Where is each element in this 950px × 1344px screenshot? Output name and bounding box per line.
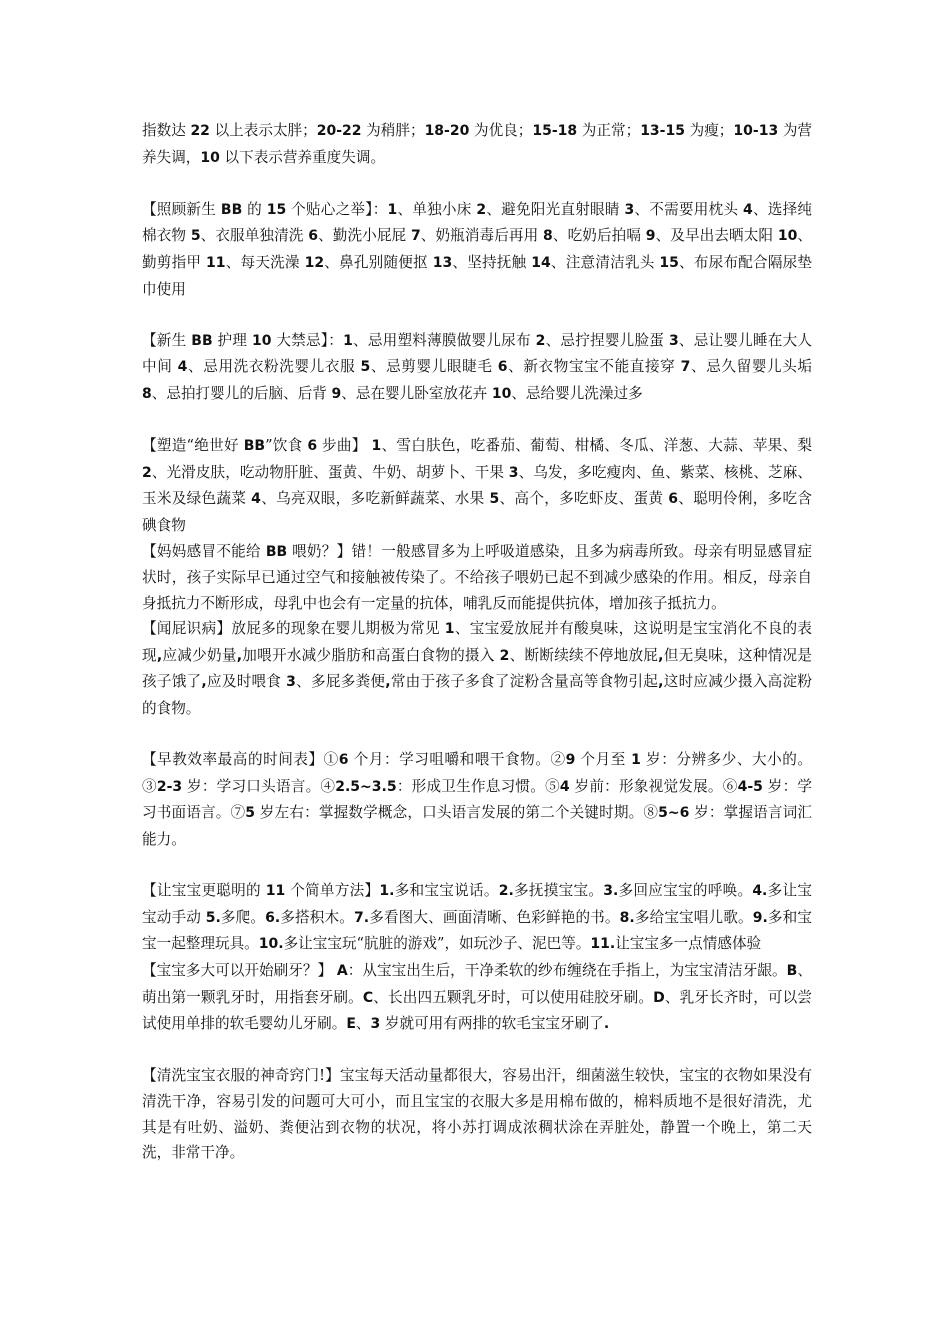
bold-run: 5 — [360, 359, 371, 376]
text-run: 多让宝宝玩“肮脏的游戏”，如玩沙子、泥巴等。 — [283, 935, 591, 953]
text-run: 多让宝宝动手动 — [142, 882, 812, 926]
text-run: 多和宝宝说话。 — [394, 882, 499, 900]
bold-run: 13 — [432, 254, 453, 271]
bold-run: 4 — [559, 778, 570, 795]
bold-run: 7 — [410, 228, 421, 245]
bold-run: 4 — [177, 359, 188, 376]
text-run: 、每天洗澡 — [225, 253, 305, 271]
text-run: 【妈妈感冒不能给 — [142, 542, 266, 560]
text-run: 、单独小床 — [397, 200, 477, 218]
bold-run: 7 — [680, 359, 691, 376]
bold-run: 2.5~3.5 — [335, 778, 397, 795]
text-run: 为营养失调， — [142, 122, 813, 166]
bold-run: 11 — [265, 883, 286, 900]
bold-run: , — [658, 674, 664, 691]
text-run: 多抚摸宝宝。 — [513, 882, 604, 900]
text-run: 多回应宝宝的呼唤。 — [618, 882, 753, 900]
bold-run: 5 — [190, 228, 201, 245]
paragraph — [142, 433, 812, 538]
bold-run: 2 — [499, 647, 510, 664]
bold-run: 1 — [387, 201, 398, 218]
text-run: 大禁忌】： — [271, 331, 344, 349]
bold-run: 4 — [251, 491, 261, 508]
bold-run: 20-22 — [316, 123, 362, 139]
bold-run: D — [653, 989, 665, 1006]
text-run: 、忌给婴儿洗澡过多 — [511, 384, 643, 402]
bold-run: 1. — [379, 883, 395, 900]
text-run: 指数达 — [142, 122, 191, 139]
paragraph-spacer — [142, 408, 812, 434]
bold-run: 5 — [245, 805, 256, 822]
bold-run: BB — [243, 438, 266, 455]
bold-run: 6 — [497, 359, 508, 376]
text-run: 护理 — [212, 331, 252, 349]
paragraph-spacer — [142, 853, 812, 879]
bold-run: 5~6 — [658, 805, 690, 822]
bold-run: 11. — [590, 936, 616, 953]
text-run: 【清洗宝宝衣服的神奇窍门!】宝宝每天活动量都很大，容易出汗，细菌滋生较快，宝宝的衣物如果没有清洗干净，容易引发的问题可大可小，而且宝宝的衣服大多是用棉布做的，棉料质地不是很好清洗，尤其是有吐奶、溢奶、粪便沾到衣物的状况，将小苏打调成浓稠状涂在弄脏处，静置一个晚上，第二天洗，非常干净。 — [142, 1067, 812, 1162]
text-run: 、长出四五颗乳牙时，可以使用硅胶牙刷。 — [373, 988, 654, 1006]
text-run: 、忌用塑料薄膜做婴儿尿布 — [352, 331, 536, 349]
text-run: 但无臭味，这种情况是孩子饿了 — [142, 646, 812, 691]
bold-run: 14 — [531, 254, 551, 271]
bold-run: A — [336, 963, 348, 979]
text-run: 、忌拍打婴儿的后脑、后背 — [151, 384, 332, 402]
paragraph — [142, 539, 812, 617]
bold-run: , — [201, 674, 207, 691]
text-run: 岁：学习口头语言。④ — [182, 777, 336, 795]
text-run: 以上表示太胖； — [209, 122, 317, 139]
text-run: 岁：分辨多少、大小的。③ — [142, 751, 813, 795]
text-run: 岁左右：掌握数学概念，口头语言发展的第二个关键时期。⑧ — [255, 804, 659, 822]
text-run: 、高个，多吃虾皮、蛋黄 — [499, 490, 669, 508]
paragraph — [142, 197, 812, 302]
bold-run: 7. — [354, 909, 370, 926]
text-run: 、宝宝爱放屁并有酸臭味，这说明是宝宝消化不良的表现 — [142, 620, 812, 664]
bold-run: 10 — [200, 149, 220, 166]
bold-run: 2. — [498, 883, 514, 900]
text-run: 、忌拧捏婴儿脸蛋 — [545, 331, 669, 349]
text-run: 这时应减少摄入高淀粉的食物。 — [142, 673, 812, 718]
paragraph-spacer — [142, 722, 812, 748]
paragraph — [142, 118, 812, 171]
text-run: 多和宝宝一起整理玩具。 — [142, 908, 812, 953]
text-run: 、乌亮双眼，多吃新鲜蔬菜、水果 — [260, 490, 490, 508]
text-run: 、断断续续不停地放屁 — [509, 646, 659, 664]
text-run: 、衣服单独清洗 — [200, 227, 309, 245]
text-run: 的 — [242, 200, 267, 218]
bold-run: B — [786, 963, 798, 979]
bold-run: , — [236, 647, 243, 664]
bold-run: 3. — [603, 883, 619, 900]
text-run: 以下表示营养重度失调。 — [219, 148, 386, 166]
bold-run: 18-20 — [424, 123, 470, 139]
bold-run: 6 — [308, 228, 318, 245]
bold-run: 10-13 — [733, 123, 779, 139]
bold-run: 3 — [668, 332, 679, 349]
text-run: 个月：学习咀嚼和喂干食物。② — [348, 751, 566, 769]
text-run: 、勤剪指甲 — [142, 227, 813, 271]
text-run: 个简单方法】 — [285, 882, 380, 900]
text-run: 【早教效率最高的时间表】① — [142, 751, 339, 769]
text-run: 多给宝宝唱儿歌。 — [634, 908, 753, 926]
text-run: ”饮食 — [265, 437, 308, 455]
bold-run: , — [385, 674, 391, 691]
bold-run: 6 — [307, 438, 318, 455]
bold-run: BB — [191, 332, 213, 349]
text-run: 、忌在婴儿卧室放花卉 — [341, 384, 492, 402]
text-run: 、忌让婴儿睡在大人中间 — [142, 331, 813, 376]
bold-run: 8 — [142, 385, 152, 402]
text-run: 、雪白肤色，吃番茄、葡萄、柑橘、冬瓜、洋葱、大蒜、苹果、梨 — [381, 437, 812, 455]
bold-run: 10 — [777, 228, 798, 245]
text-run: 为瘦； — [684, 122, 734, 139]
text-run: 、不需要用枕头 — [634, 200, 744, 218]
bold-run: 10 — [251, 332, 272, 349]
document-body — [142, 118, 812, 1166]
text-run: 、忌用洗衣粉洗婴儿衣服 — [187, 358, 361, 376]
paragraph-spacer — [142, 1038, 812, 1064]
paragraph — [142, 958, 812, 1038]
bold-run: 6 — [668, 491, 679, 508]
bold-run: 5 — [489, 491, 500, 508]
bold-run: 1 — [343, 332, 353, 349]
text-run: 、吃奶后拍嗝 — [552, 227, 646, 245]
bold-run: C — [362, 989, 374, 1006]
text-run: 、多屁多粪便 — [295, 673, 386, 691]
text-run: 喂奶？】错！一般感冒多为上呼吸道感染，且多为病毒所致。母亲有明显感冒症状时，孩子实际早已通过空气和接触被传染了。不给孩子喂奶已起不到减少感染的作用。相反，母亲自身抵抗力不断形成，母乳中也会有一定量的抗体，哺乳反而能提供抗体，增加孩子抵抗力。 — [142, 542, 812, 612]
text-run: 、选择纯棉衣物 — [142, 200, 813, 245]
text-run: 、萌出第一颗乳牙时，用指套牙刷。 — [142, 962, 812, 1006]
text-run: 、注意清洁乳头 — [550, 253, 660, 271]
text-run: 步曲】 — [317, 437, 372, 455]
bold-run: 15-18 — [532, 123, 578, 139]
paragraph-spacer — [142, 302, 812, 328]
bold-run: 2 — [476, 201, 487, 218]
text-run: 为稍胖； — [361, 122, 425, 139]
bold-run: 6 — [338, 752, 349, 769]
text-run: 、奶瓶消毒后再用 — [420, 227, 544, 245]
bold-run: 15 — [266, 201, 287, 218]
paragraph — [142, 747, 812, 852]
text-run: 、忌剪婴儿眼睫毛 — [370, 358, 498, 376]
bold-run: 9 — [331, 385, 342, 402]
text-run: 让宝宝多一点情感体验 — [615, 935, 762, 953]
text-run: 多看图大、画面清晰、色彩鲜艳的书。 — [369, 908, 620, 926]
text-run: 岁：掌握语言词汇能力。 — [142, 804, 812, 849]
bold-run: 2 — [535, 332, 546, 349]
text-run: 应及时喂食 — [206, 673, 287, 691]
bold-run: 5. — [205, 909, 221, 926]
text-run: 多搭积木。 — [280, 908, 354, 926]
bold-run: 1 — [371, 438, 382, 455]
text-run: 常由于孩子多食了淀粉含量高等食物引起 — [390, 673, 659, 691]
text-run: 、坚持抚触 — [452, 253, 532, 271]
text-run: 为优良； — [469, 122, 533, 139]
text-run: 、乌发，多吃瘦肉、鱼、紫菜、核桃、芝麻、玉米及绿色蔬菜 — [142, 463, 812, 508]
text-run: 、乳牙长齐时，可以尝试使用单排的软毛婴幼儿牙刷。 — [142, 988, 812, 1033]
bold-run: E — [346, 1016, 356, 1033]
bold-run: 6. — [265, 909, 281, 926]
bold-run: BB — [265, 543, 288, 560]
text-run: 、勤洗小屁屁 — [317, 227, 411, 245]
bold-run: , — [658, 647, 664, 664]
text-run: 、光滑皮肤，吃动物肝脏、蛋黄、牛奶、胡萝卜、干果 — [151, 463, 509, 481]
text-run: 、聪明伶俐，多吃含碘食物 — [142, 490, 813, 534]
paragraph — [142, 328, 812, 408]
text-run: 、布尿布配合隔尿垫巾使用 — [142, 253, 813, 298]
paragraph — [142, 616, 812, 721]
text-run: 【闻屁识病】放屁多的现象在婴儿期极为常见 — [142, 620, 445, 638]
bold-run: 9. — [752, 909, 768, 926]
bold-run: 4. — [752, 883, 768, 900]
bold-run: 15 — [659, 254, 679, 271]
paragraph — [142, 1063, 812, 1165]
bold-run: 3 — [508, 464, 519, 481]
text-run: 、鼻孔别随便抠 — [324, 253, 433, 271]
bold-run: , — [156, 647, 163, 664]
text-run: 、新衣物宝宝不能直接穿 — [507, 358, 681, 376]
bold-run: 4 — [743, 201, 753, 218]
text-run: 、及早出去晒太阳 — [655, 227, 778, 245]
text-run: 岁：学习书面语言。⑦ — [142, 777, 812, 822]
paragraph-spacer — [142, 171, 812, 197]
text-run: 岁就可用有两排的软毛宝宝牙刷了 — [380, 1015, 604, 1033]
bold-run: 2 — [142, 464, 152, 481]
bold-run: 13-15 — [640, 123, 685, 139]
bold-run: 12 — [304, 254, 325, 271]
text-run: 【让宝宝更聪明的 — [142, 882, 266, 900]
bold-run: 9 — [565, 752, 576, 769]
bold-run: 4-5 — [737, 778, 763, 795]
bold-run: 10 — [491, 385, 512, 402]
text-run: 【新生 — [142, 331, 192, 349]
bold-run: 1 — [631, 752, 641, 769]
text-run: 个月至 — [575, 751, 632, 769]
text-run: 【宝宝多大可以开始刷牙？】 — [142, 962, 337, 979]
text-run: 个贴心之举】： — [286, 200, 388, 218]
bold-run: 1 — [444, 621, 455, 638]
paragraph — [142, 878, 812, 958]
text-run: 为正常； — [577, 122, 641, 139]
bold-run: 3 — [370, 1016, 381, 1033]
text-run: ：从宝宝出生后，干净柔软的纱布缠绕在手指上，为宝宝清洁牙龈。 — [347, 962, 787, 979]
text-run: 【照顾新生 — [142, 200, 221, 218]
bold-run: BB — [220, 201, 243, 218]
bold-run: 9 — [645, 228, 656, 245]
bold-run: 8. — [619, 909, 635, 926]
text-run: 加喂开水减少脂肪和高蛋白食物的摄入 — [242, 646, 500, 664]
bold-run: 11 — [206, 254, 226, 271]
text-run: 多爬。 — [220, 908, 266, 926]
bold-run: 22 — [190, 123, 210, 139]
text-run: 应减少奶量 — [162, 646, 237, 664]
text-run: 、避免阳光直射眼睛 — [486, 200, 625, 218]
text-run: 【塑造“绝世好 — [142, 437, 244, 455]
bold-run: 10. — [258, 936, 284, 953]
text-run: 、 — [355, 1015, 371, 1033]
bold-run: 3 — [286, 674, 296, 691]
bold-run: . — [603, 1016, 610, 1033]
bold-run: 2-3 — [156, 778, 183, 795]
text-run: 、忌久留婴儿头垢 — [690, 358, 813, 376]
bold-run: 8 — [543, 228, 553, 245]
text-run: 岁前：形象视觉发展。⑥ — [569, 777, 738, 795]
bold-run: 3 — [624, 201, 635, 218]
text-run: ：形成卫生作息习惯。⑤ — [396, 777, 560, 795]
